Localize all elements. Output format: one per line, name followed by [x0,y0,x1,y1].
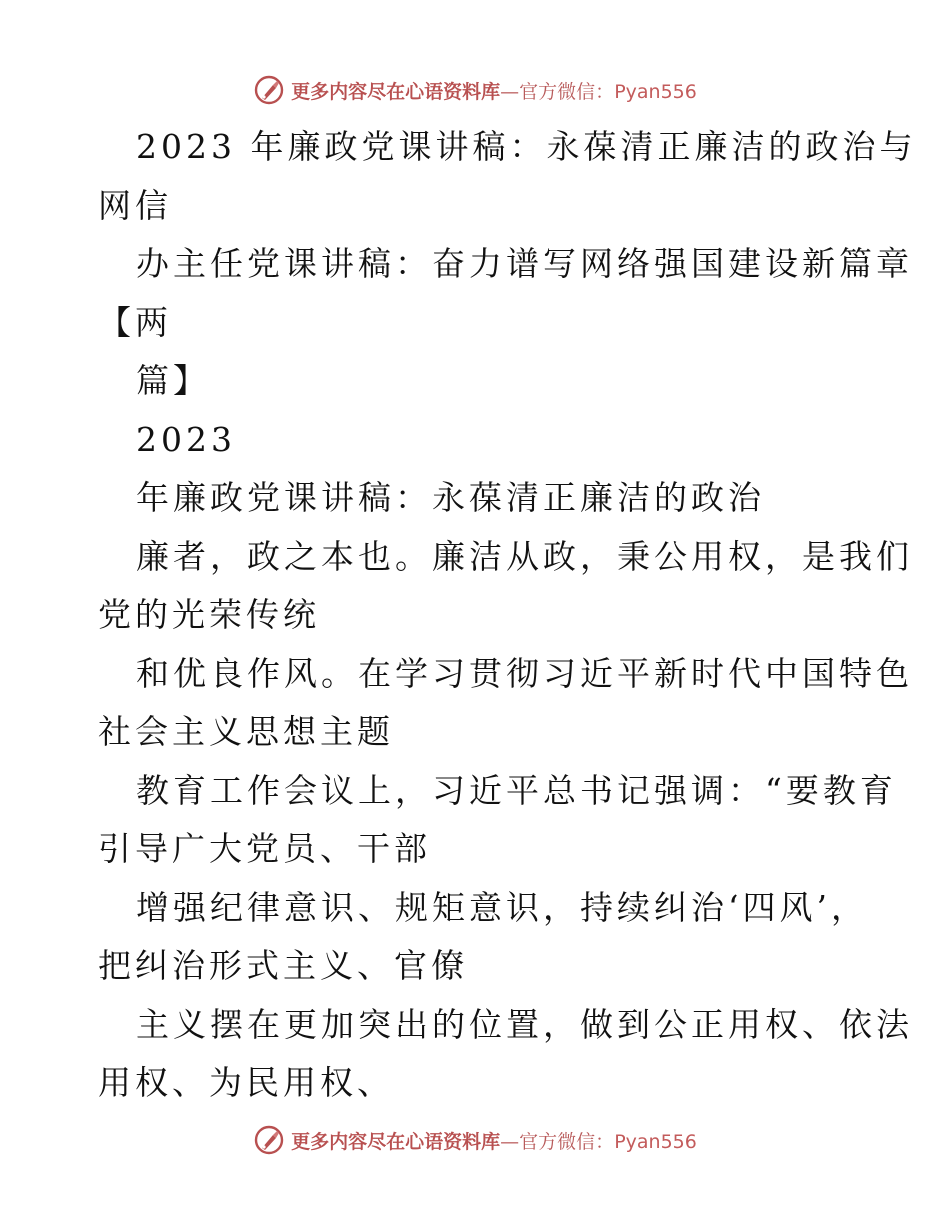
text-line: 【两 [98,302,172,342]
text-line: 社会主义思想主题 [98,712,394,751]
text-line: 党的光荣传统 [98,595,320,634]
watermark-official-label: 官方微信： [519,1130,615,1153]
watermark-official-label: 官方微信： [519,80,615,103]
text-line: 2023 [136,419,236,459]
watermark-wechat-id: Pyan556 [614,80,697,103]
text-line: 教育工作会议上，习近平总书记强调：“要教育 [136,770,897,810]
text-line: 年廉政党课讲稿：永葆清正廉洁的政治 [136,478,765,517]
text-line: 引导广大党员、干部 [98,829,431,868]
text-line: 篇】 [136,361,210,400]
watermark-separator: — [500,80,520,103]
text-line: 增强纪律意识、规矩意识，持续纠治‘四风’， [136,887,868,927]
text-line: 廉者，政之本也。廉洁从政，秉公用权，是我们 [136,536,913,576]
text-line: 和优良作风。在学习贯彻习近平新时代中国特色 [136,653,913,693]
watermark-brand: 更多内容尽在心语资料库 [291,80,501,103]
watermark-text [291,1127,697,1154]
text-line: 网信 [98,185,172,225]
text-line: 用权、为民用权、 [98,1063,394,1102]
document-body [98,118,917,1113]
watermark-brand: 更多内容尽在心语资料库 [291,1130,501,1153]
page-footer-watermark [0,1120,950,1160]
page-header-watermark [0,70,950,110]
watermark-separator: — [500,1130,520,1153]
watermark-text [291,77,697,104]
watermark-wechat-id: Pyan556 [614,1130,697,1153]
text-line: 把纠治形式主义、官僚 [98,946,468,985]
text-line: 主义摆在更加突出的位置，做到公正用权、依法 [136,1004,913,1044]
pen-nib-logo-icon [253,1124,285,1156]
text-line: 2023 年廉政党课讲稿：永葆清正廉洁的政治与 [136,127,917,166]
pen-nib-logo-icon [253,74,285,106]
text-line: 办主任党课讲稿：奋力谱写网络强国建设新篇章 [136,244,913,283]
